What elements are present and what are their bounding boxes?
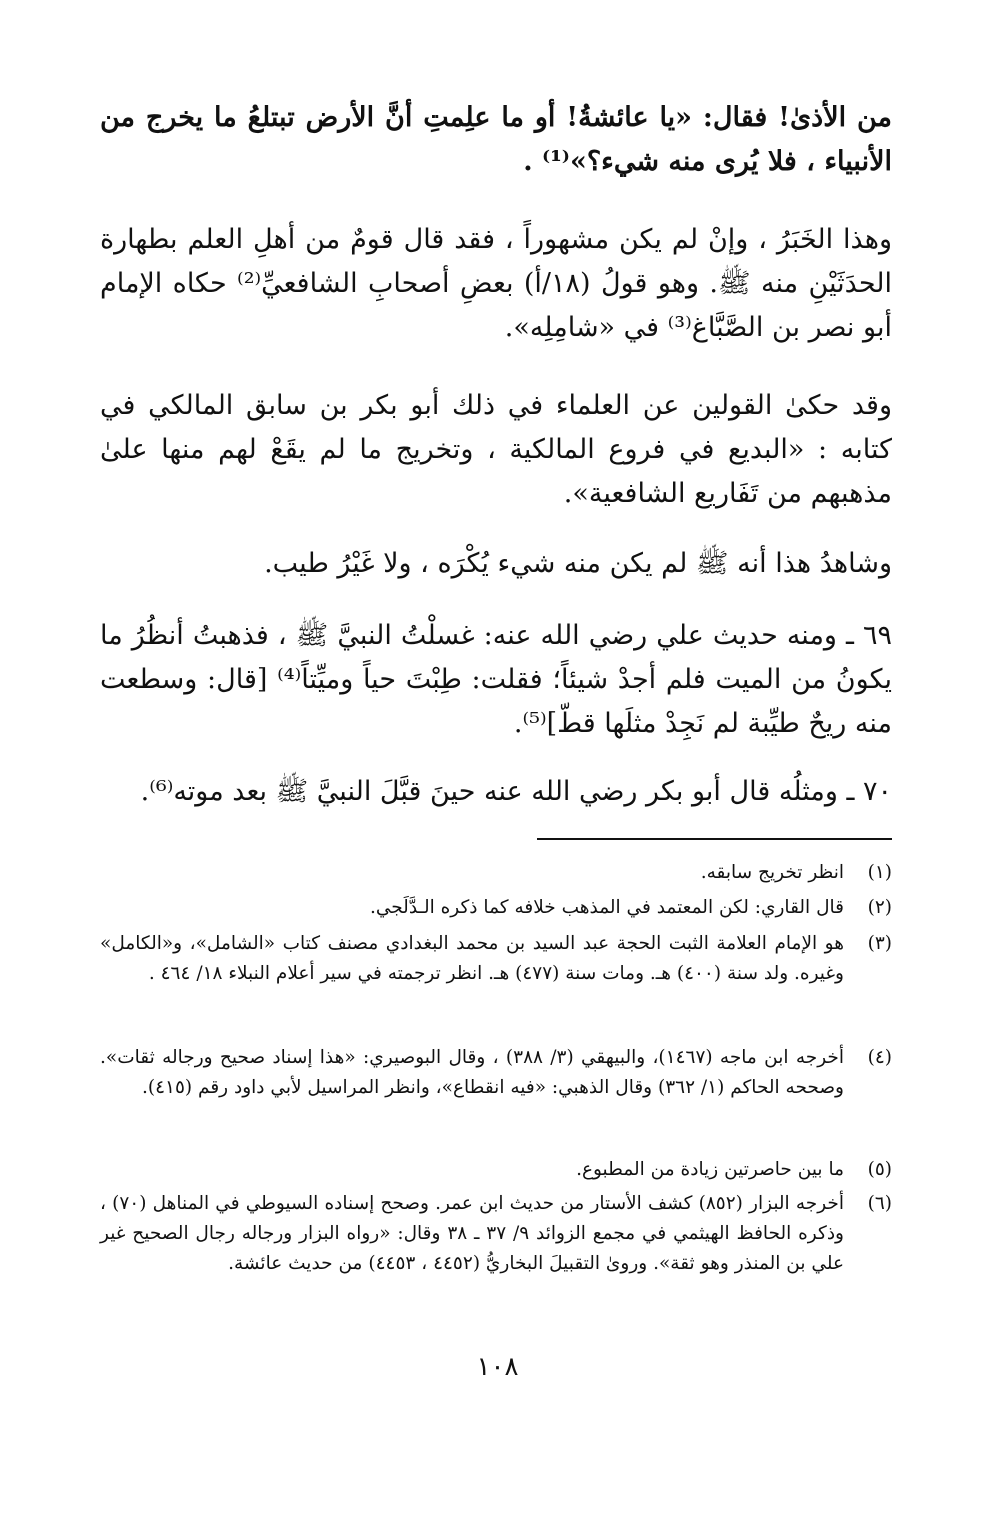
paragraph-hadith-aisha: من الأذىٰ! فقال: «يا عائشةُ! أو ما علِمتِ أنَّ الأرض تبتلعُ ما يخرج من الأنبياء ، فلا يُرى منه شيء؟»⁽¹⁾ .: [100, 102, 892, 177]
paragraph-hadith-69: ٦٩ ـ ومنه حديث علي رضي الله عنه: غسلْتُ النبيَّ ﷺ ، فذهبتُ أنظُرُ ما يكونُ من الميت فلم أجدْ شيئاً؛ فقلت: طِبْتَ حياً وميِّتاً⁽⁴⁾ [قال: وسطعت منه ريحٌ طيِّبة لم نَجِدْ مثلَها قطّ]⁽⁵⁾.: [100, 620, 892, 739]
footnote-6: [100, 1189, 892, 1279]
page-number: ١٠٨: [476, 1352, 519, 1382]
footnote-number: (٤): [867, 1047, 892, 1068]
footnote-divider: [537, 838, 892, 840]
footnote-2: [100, 893, 892, 923]
footnote-text: أخرجه ابن ماجه (١٤٦٧)، والبيهقي (٣/ ٣٨٨) ، وقال البوصيري: «هذا إسناد صحيح ورجاله ثقات». وصححه الحاكم (١/ ٣٦٢) وقال الذهبي: «فيه انقطاع»، وانظر المراسيل لأبي داود رقم (٤١٥).: [100, 1047, 844, 1098]
paragraph-hadith-70: ٧٠ ـ ومثلُه قال أبو بكر رضي الله عنه حينَ قبَّلَ النبيَّ ﷺ بعد موته⁽⁶⁾.: [140, 776, 892, 807]
paragraph-shahid: وشاهدُ هذا أنه ﷺ لم يكن منه شيء يُكْرَه ، ولا غَيْرُ طيب.: [264, 548, 892, 579]
footnote-4: [100, 1043, 892, 1103]
footnote-number: (٦): [867, 1193, 892, 1214]
footnote-text: هو الإمام العلامة الثبت الحجة عبد السيد بن محمد البغدادي مصنف كتاب «الشامل»، و«الكامل» وغيره. ولد سنة (٤٠٠) هـ. ومات سنة (٤٧٧) هـ. انظر ترجمته في سير أعلام النبلاء ١٨/ ٤٦٤ .: [100, 933, 844, 984]
footnote-text: قال القاري: لكن المعتمد في المذهب خلافه كما ذكره الـدَّلَجي.: [369, 897, 844, 918]
footnote-text: ما بين حاصرتين زيادة من المطبوع.: [576, 1159, 844, 1180]
footnote-number: (١): [867, 862, 892, 883]
footnote-5: [100, 1155, 892, 1185]
footnote-number: (٣): [867, 933, 892, 954]
footnote-text: أخرجه البزار (٨٥٢) كشف الأستار من حديث ابن عمر. وصحح إسناده السيوطي في المناهل (٧٠) ، وذكره الحافظ الهيثمي في مجمع الزوائد ٩/ ٣٧ ـ ٣٨ وقال: «رواه البزار ورجاله رجال الصحيح غير علي بن المنذر وهو ثقة». وروىٰ التقبيلَ البخاريُّ (٤٤٥٢ ، ٤٤٥٣) من حديث عائشة.: [100, 1193, 845, 1274]
paragraph-khabar: وهذا الخَبَرُ ، وإنْ لم يكن مشهوراً ، فقد قال قومٌ من أهلِ العلم بطهارة الحدَثَيْنِ منه ﷺ. وهو قولُ (١٨/أ) بعضِ أصحابِ الشافعيِّ⁽²⁾ حكاه الإمام أبو نصر بن الصَّبَّاغ⁽³⁾ في «شامِلِه».: [100, 224, 893, 343]
footnote-number: (٢): [867, 897, 892, 918]
footnote-text: انظر تخريج سابقه.: [700, 862, 844, 883]
paragraph-qawlayn: وقد حكىٰ القولين عن العلماء في ذلك أبو بكر بن سابق المالكي في كتابه : «البديع في فروع المالكية ، وتخريج ما لم يقَعْ لهم منها علىٰ مذهبهم من تَفَاريع الشافعية».: [100, 390, 893, 509]
footnote-3: [100, 929, 892, 989]
footnote-1: [100, 858, 892, 888]
footnote-number: (٥): [867, 1159, 892, 1180]
